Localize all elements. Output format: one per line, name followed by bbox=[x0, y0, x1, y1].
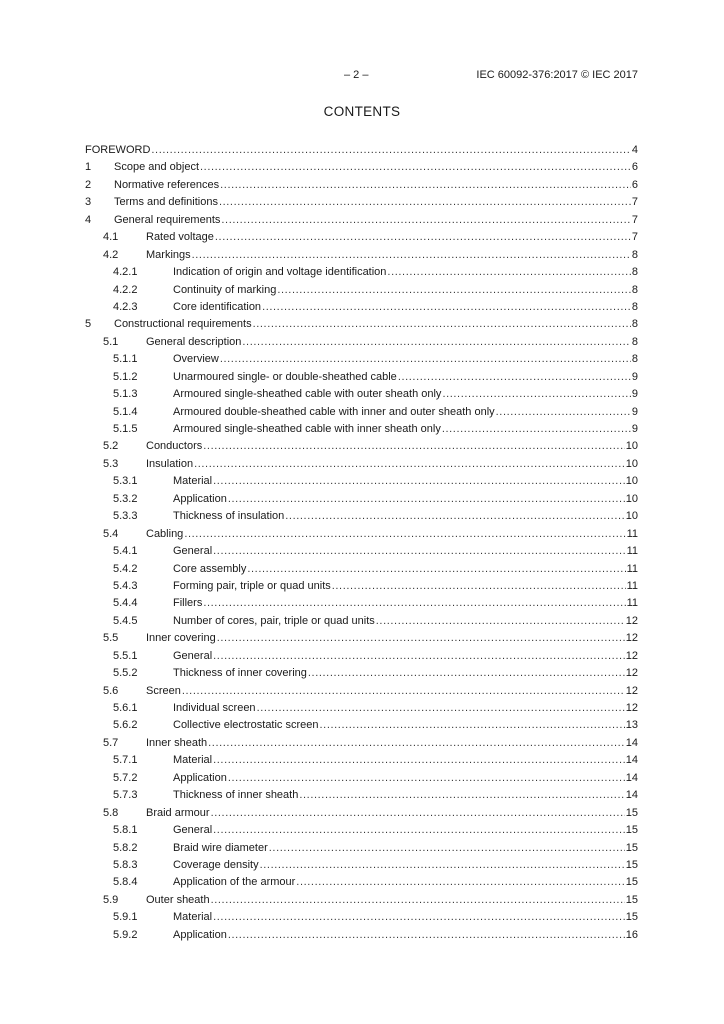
toc-leader-dots bbox=[228, 929, 625, 941]
toc-entry-page: 15 bbox=[625, 824, 638, 837]
toc-entry-page: 8 bbox=[631, 300, 638, 313]
toc-entry-number: 4.2.2 bbox=[113, 283, 138, 296]
toc-entry[interactable] bbox=[85, 475, 638, 492]
toc-leader-dots bbox=[213, 475, 625, 487]
page-number: – 2 – bbox=[344, 69, 369, 81]
toc-leader-dots bbox=[260, 859, 625, 871]
toc-entry-title: Collective electrostatic screen bbox=[173, 719, 319, 732]
toc-leader-dots bbox=[253, 318, 631, 330]
toc-leader-dots bbox=[442, 388, 630, 400]
document-reference: IEC 60092-376:2017 © IEC 2017 bbox=[476, 69, 638, 81]
toc-entry-title: Screen bbox=[146, 684, 181, 697]
toc-entry[interactable] bbox=[85, 493, 638, 510]
toc-entry-title: Application bbox=[173, 492, 227, 505]
toc-entry[interactable] bbox=[85, 859, 638, 876]
toc-entry[interactable] bbox=[85, 929, 638, 946]
toc-entry-title: Insulation bbox=[146, 457, 194, 470]
toc-entry-number: 5.4.4 bbox=[113, 597, 138, 610]
toc-entry[interactable] bbox=[85, 510, 638, 527]
toc-entry[interactable] bbox=[85, 911, 638, 928]
toc-entry[interactable] bbox=[85, 214, 638, 231]
toc-entry-page: 9 bbox=[631, 388, 638, 401]
toc-entry-number: 2 bbox=[85, 178, 92, 191]
toc-entry-title: General description bbox=[146, 335, 242, 348]
toc-entry-page: 8 bbox=[631, 335, 638, 348]
toc-entry-title: Application bbox=[173, 771, 227, 784]
toc-entry-number: 5.9.2 bbox=[113, 928, 138, 941]
toc-entry-title: Constructional requirements bbox=[114, 318, 252, 331]
toc-entry-title: General bbox=[173, 545, 213, 558]
contents-title: CONTENTS bbox=[323, 104, 401, 119]
toc-entry-number: 4 bbox=[85, 213, 92, 226]
toc-leader-dots bbox=[332, 580, 626, 592]
toc-entry-number: 5.7 bbox=[103, 736, 119, 749]
toc-leader-dots bbox=[269, 842, 625, 854]
toc-entry-title: Rated voltage bbox=[146, 231, 214, 244]
toc-entry-title: Individual screen bbox=[173, 702, 256, 714]
toc-entry-title: Armoured single-sheathed cable with outer sheath only bbox=[173, 388, 442, 401]
toc-entry-title: Application bbox=[173, 928, 227, 941]
toc-entry-number: 5.5.2 bbox=[113, 667, 138, 680]
toc-entry-title: Thickness of inner covering bbox=[173, 667, 307, 680]
toc-entry[interactable] bbox=[85, 353, 638, 370]
toc-entry[interactable] bbox=[85, 371, 638, 388]
toc-entry-page: 10 bbox=[625, 440, 638, 453]
toc-entry-page: 8 bbox=[631, 266, 638, 279]
toc-entry-number: 5.8.3 bbox=[113, 858, 138, 871]
toc-leader-dots bbox=[247, 563, 625, 575]
toc-leader-dots bbox=[208, 737, 625, 749]
toc-entry[interactable] bbox=[85, 772, 638, 789]
toc-leader-dots bbox=[220, 179, 631, 191]
toc-entry[interactable] bbox=[85, 667, 638, 684]
toc-entry-page: 6 bbox=[631, 161, 638, 174]
toc-entry[interactable] bbox=[85, 179, 638, 196]
toc-entry-title: Scope and object bbox=[114, 161, 200, 174]
toc-entry-number: 5.1.5 bbox=[113, 423, 138, 435]
toc-leader-dots bbox=[219, 196, 631, 208]
toc-leader-dots bbox=[387, 266, 630, 278]
toc-leader-dots bbox=[213, 824, 625, 836]
toc-leader-dots bbox=[228, 493, 625, 505]
toc-entry[interactable] bbox=[85, 807, 638, 824]
toc-entry-number: 5.5 bbox=[103, 632, 119, 645]
toc-entry-page: 15 bbox=[625, 806, 638, 819]
toc-entry-number: 5.9.1 bbox=[113, 911, 138, 924]
toc-entry-page: 12 bbox=[625, 702, 638, 714]
toc-leader-dots bbox=[203, 440, 624, 452]
toc-leader-dots bbox=[151, 144, 630, 156]
toc-entry[interactable] bbox=[85, 440, 638, 457]
toc-entry-page: 8 bbox=[631, 248, 638, 261]
toc-entry[interactable] bbox=[85, 266, 638, 283]
toc-entry-page: 8 bbox=[631, 318, 638, 331]
toc-entry-page: 8 bbox=[631, 283, 638, 296]
toc-entry-page: 4 bbox=[631, 144, 638, 156]
toc-entry[interactable] bbox=[85, 318, 638, 335]
toc-leader-dots bbox=[211, 807, 625, 819]
toc-entry-number: 5.1.1 bbox=[113, 353, 138, 366]
toc-entry-title: Application of the armour bbox=[173, 876, 296, 889]
toc-entry-page: 14 bbox=[625, 754, 638, 767]
toc-entry-title: Outer sheath bbox=[146, 893, 210, 906]
toc-entry-page: 12 bbox=[625, 649, 638, 662]
toc-entry[interactable] bbox=[85, 423, 638, 440]
toc-leader-dots bbox=[200, 161, 631, 173]
toc-entry[interactable] bbox=[85, 284, 638, 301]
toc-entry-title: Material bbox=[173, 475, 213, 488]
toc-entry[interactable] bbox=[85, 737, 638, 754]
toc-entry-number: 4.1 bbox=[103, 231, 119, 244]
toc-entry-page: 15 bbox=[625, 876, 638, 889]
toc-entry[interactable] bbox=[85, 615, 638, 632]
toc-entry-number: 5 bbox=[85, 318, 92, 331]
toc-entry-page: 14 bbox=[625, 736, 638, 749]
toc-entry[interactable] bbox=[85, 249, 638, 266]
toc-leader-dots bbox=[213, 545, 625, 557]
toc-entry-page: 10 bbox=[625, 475, 638, 488]
toc-leader-dots bbox=[203, 597, 625, 609]
toc-leader-dots bbox=[182, 685, 625, 697]
toc-entry[interactable] bbox=[85, 231, 638, 248]
toc-entry-page: 10 bbox=[625, 457, 638, 470]
toc-entry[interactable] bbox=[85, 563, 638, 580]
toc-entry[interactable] bbox=[85, 196, 638, 213]
toc-leader-dots bbox=[257, 702, 625, 714]
toc-entry-page: 12 bbox=[625, 667, 638, 680]
toc-entry[interactable] bbox=[85, 406, 638, 423]
toc-entry-number: 5.6.2 bbox=[113, 719, 138, 732]
toc-entry[interactable] bbox=[85, 580, 638, 597]
toc-leader-dots bbox=[277, 284, 631, 296]
toc-entry[interactable] bbox=[85, 336, 638, 353]
toc-entry-number: 5.6.1 bbox=[113, 702, 138, 714]
toc-leader-dots bbox=[398, 371, 631, 383]
toc-leader-dots bbox=[228, 772, 625, 784]
toc-entry[interactable] bbox=[85, 789, 638, 806]
toc-leader-dots bbox=[215, 231, 631, 243]
toc-entry-page: 12 bbox=[625, 684, 638, 697]
page-header bbox=[0, 69, 724, 83]
toc-entry-title: Cabling bbox=[146, 527, 184, 540]
toc-entry-title: General requirements bbox=[114, 213, 221, 226]
toc-entry-page: 11 bbox=[626, 562, 638, 575]
toc-entry[interactable] bbox=[85, 545, 638, 562]
toc-entry-title: Terms and definitions bbox=[114, 196, 218, 209]
toc-entry-page: 10 bbox=[625, 510, 638, 523]
toc-entry[interactable] bbox=[85, 685, 638, 702]
toc-entry-number: 4.2.3 bbox=[113, 300, 138, 313]
toc-entry-number: 5.4.5 bbox=[113, 614, 138, 627]
toc-entry-page: 14 bbox=[625, 771, 638, 784]
toc-entry[interactable] bbox=[85, 632, 638, 649]
toc-entry-title: FOREWORD bbox=[85, 144, 151, 156]
toc-entry-title: Markings bbox=[146, 248, 191, 261]
toc-entry-page: 13 bbox=[625, 719, 638, 732]
toc-entry-page: 12 bbox=[625, 632, 638, 645]
toc-entry-number: 5.1.2 bbox=[113, 370, 138, 383]
toc-entry-number: 5.3 bbox=[103, 457, 119, 470]
toc-entry-title: Core identification bbox=[173, 300, 262, 313]
toc-entry-number: 5.8.1 bbox=[113, 824, 138, 837]
toc-entry-number: 1 bbox=[85, 161, 92, 174]
toc-entry[interactable] bbox=[85, 528, 638, 545]
toc-entry-title: Armoured double-sheathed cable with inner and outer sheath only bbox=[173, 405, 495, 418]
toc-entry-page: 7 bbox=[631, 231, 638, 244]
toc-leader-dots bbox=[217, 632, 625, 644]
toc-entry[interactable] bbox=[85, 876, 638, 893]
toc-entry-title: Conductors bbox=[146, 440, 203, 453]
toc-entry-title: Core assembly bbox=[173, 562, 247, 575]
toc-entry-title: Forming pair, triple or quad units bbox=[173, 579, 331, 592]
toc-entry-page: 11 bbox=[626, 527, 638, 540]
toc-entry-number: 5.4 bbox=[103, 527, 119, 540]
toc-entry-title: Armoured single-sheathed cable with inner sheath only bbox=[173, 423, 441, 435]
toc-entry-page: 11 bbox=[626, 545, 638, 558]
toc-entry-title: Material bbox=[173, 754, 213, 767]
toc-entry-number: 5.6 bbox=[103, 684, 119, 697]
toc-leader-dots bbox=[221, 214, 630, 226]
toc-entry[interactable] bbox=[85, 144, 638, 161]
toc-leader-dots bbox=[211, 894, 625, 906]
toc-leader-dots bbox=[192, 249, 631, 261]
toc-entry[interactable] bbox=[85, 388, 638, 405]
toc-entry[interactable] bbox=[85, 301, 638, 318]
toc-entry-title: Coverage density bbox=[173, 858, 259, 871]
toc-entry-title: Braid armour bbox=[146, 806, 210, 819]
toc-leader-dots bbox=[213, 650, 625, 662]
toc-entry[interactable] bbox=[85, 597, 638, 614]
toc-entry[interactable] bbox=[85, 754, 638, 771]
toc-entry[interactable] bbox=[85, 842, 638, 859]
toc-entry-number: 5.7.2 bbox=[113, 771, 138, 784]
toc-leader-dots bbox=[285, 510, 624, 522]
toc-entry-title: Indication of origin and voltage identification bbox=[173, 266, 387, 279]
toc-leader-dots bbox=[442, 423, 631, 435]
toc-entry-page: 15 bbox=[625, 911, 638, 924]
toc-entry-title: General bbox=[173, 649, 213, 662]
toc-entry-page: 15 bbox=[625, 858, 638, 871]
toc-entry-title: General bbox=[173, 824, 213, 837]
toc-entry-number: 5.2 bbox=[103, 440, 119, 453]
toc-leader-dots bbox=[184, 528, 625, 540]
toc-entry-title: Thickness of insulation bbox=[173, 510, 285, 523]
toc-entry-number: 5.7.3 bbox=[113, 789, 138, 802]
toc-leader-dots bbox=[320, 719, 625, 731]
toc-leader-dots bbox=[496, 406, 631, 418]
toc-entry-number: 5.1.4 bbox=[113, 405, 138, 418]
toc-entry-page: 6 bbox=[631, 178, 638, 191]
toc-entry-title: Normative references bbox=[114, 178, 220, 191]
toc-entry-title: Continuity of marking bbox=[173, 283, 277, 296]
toc-entry-number: 5.8.2 bbox=[113, 841, 138, 854]
toc-entry-number: 5.7.1 bbox=[113, 754, 138, 767]
toc-entry-page: 15 bbox=[625, 841, 638, 854]
toc-entry-number: 5.8 bbox=[103, 806, 119, 819]
toc-entry-page: 7 bbox=[631, 213, 638, 226]
table-of-contents bbox=[85, 144, 638, 946]
toc-entry-number: 5.3.2 bbox=[113, 492, 138, 505]
toc-entry-number: 4.2.1 bbox=[113, 266, 138, 279]
toc-entry-title: Fillers bbox=[173, 597, 203, 610]
toc-entry[interactable] bbox=[85, 894, 638, 911]
toc-leader-dots bbox=[242, 336, 630, 348]
toc-entry-title: Thickness of inner sheath bbox=[173, 789, 299, 802]
toc-entry-number: 5.4.1 bbox=[113, 545, 138, 558]
toc-entry-page: 12 bbox=[625, 614, 638, 627]
toc-leader-dots bbox=[308, 667, 625, 679]
toc-leader-dots bbox=[220, 353, 631, 365]
toc-entry-page: 7 bbox=[631, 196, 638, 209]
toc-leader-dots bbox=[299, 789, 624, 801]
toc-leader-dots bbox=[213, 911, 625, 923]
toc-entry[interactable] bbox=[85, 650, 638, 667]
toc-entry-page: 8 bbox=[631, 353, 638, 366]
toc-leader-dots bbox=[376, 615, 625, 627]
toc-leader-dots bbox=[213, 754, 625, 766]
toc-entry-number: 3 bbox=[85, 196, 92, 209]
toc-entry[interactable] bbox=[85, 719, 638, 736]
toc-entry-page: 9 bbox=[631, 423, 638, 435]
toc-entry-page: 10 bbox=[625, 492, 638, 505]
toc-entry-title: Braid wire diameter bbox=[173, 841, 268, 854]
toc-entry-page: 9 bbox=[631, 405, 638, 418]
toc-entry-page: 9 bbox=[631, 370, 638, 383]
toc-entry-title: Inner sheath bbox=[146, 736, 208, 749]
toc-leader-dots bbox=[194, 458, 625, 470]
toc-entry-title: Overview bbox=[173, 353, 219, 366]
toc-entry-number: 5.1.3 bbox=[113, 388, 138, 401]
toc-entry-number: 4.2 bbox=[103, 248, 119, 261]
toc-entry-page: 11 bbox=[626, 579, 638, 592]
toc-entry-number: 5.8.4 bbox=[113, 876, 138, 889]
toc-entry-number: 5.4.2 bbox=[113, 562, 138, 575]
toc-entry[interactable] bbox=[85, 458, 638, 475]
toc-entry[interactable] bbox=[85, 702, 638, 719]
toc-entry-page: 15 bbox=[625, 893, 638, 906]
toc-entry-number: 5.3.3 bbox=[113, 510, 138, 523]
toc-entry[interactable] bbox=[85, 161, 638, 178]
toc-leader-dots bbox=[262, 301, 631, 313]
toc-entry-number: 5.1 bbox=[103, 335, 119, 348]
toc-entry-page: 14 bbox=[625, 789, 638, 802]
toc-entry-page: 16 bbox=[625, 928, 638, 941]
toc-entry-number: 5.3.1 bbox=[113, 475, 138, 488]
toc-entry-number: 5.4.3 bbox=[113, 579, 138, 592]
toc-entry-number: 5.9 bbox=[103, 893, 119, 906]
toc-leader-dots bbox=[296, 876, 624, 888]
toc-entry-title: Inner covering bbox=[146, 632, 216, 645]
toc-entry[interactable] bbox=[85, 824, 638, 841]
toc-entry-title: Number of cores, pair, triple or quad units bbox=[173, 614, 375, 627]
toc-entry-title: Material bbox=[173, 911, 213, 924]
toc-entry-title: Unarmoured single- or double-sheathed cable bbox=[173, 370, 397, 383]
toc-entry-page: 11 bbox=[626, 597, 638, 610]
toc-entry-number: 5.5.1 bbox=[113, 649, 138, 662]
